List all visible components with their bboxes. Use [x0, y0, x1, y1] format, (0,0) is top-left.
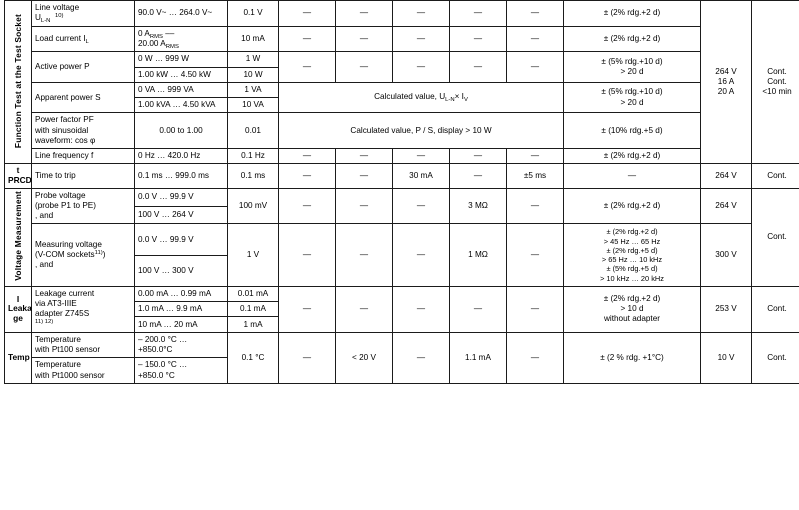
function-line-2: via AT3-IIIE	[35, 298, 77, 308]
function-line-2: with Pt100 sensor	[35, 345, 101, 355]
cell-dash: —	[393, 332, 450, 383]
cell-dash: —	[450, 26, 507, 52]
accuracy-probe-voltage: ± (2% rdg.+2 d)	[564, 188, 701, 224]
function-line-1: Power factor PF	[35, 115, 94, 125]
cell-dash: —	[507, 26, 564, 52]
resolution-leakage-1: 0.01 mA	[228, 286, 279, 301]
range-leakage-3: 10 mA … 20 mA	[135, 317, 228, 332]
cell-dash: —	[279, 188, 336, 224]
cell-dash: —	[507, 224, 564, 286]
function-line-3: , and	[35, 260, 54, 270]
accuracy-line-3: without adapter	[604, 314, 660, 324]
table-row	[5, 113, 799, 149]
range-load-current: 0 $A_{RMS}$ –– 20.00 $A_{RMS}$	[135, 26, 228, 52]
range-line-voltage: 90.0 V~ … 264.0 V~	[135, 1, 228, 27]
range-apparent-power-2: 1.00 kVA … 4.50 kVA	[135, 98, 228, 113]
cell-dash: —	[336, 286, 393, 332]
range-leakage-2: 1.0 mA … 9.9 mA	[135, 302, 228, 317]
cell-dash: —	[393, 1, 450, 27]
accuracy-line-1: ± (5% rdg.+10 d)	[601, 56, 663, 66]
resolution-apparent-power-1: 1 VA	[228, 82, 279, 97]
duration-function-test	[752, 1, 799, 164]
function-line-2: with Pt1000 sensor	[35, 370, 105, 380]
accuracy-line-3: ± (2% rdg.+5 d)	[606, 245, 658, 255]
duration-line-3: <10 min	[762, 87, 792, 97]
cell-dash: —	[336, 164, 393, 188]
range-temp-pt100	[135, 332, 228, 358]
accuracy-line-voltage: ± (2% rdg.+2 d)	[564, 1, 701, 27]
range-line-frequency: 0 Hz … 420.0 Hz	[135, 149, 228, 164]
voltage-line-2: 16 A	[717, 77, 735, 87]
cell-temp-current: 1.1 mA	[450, 332, 507, 383]
voltage-line-3: 20 A	[717, 87, 735, 97]
accuracy-line-2: > 20 d	[620, 67, 644, 77]
cell-dash: —	[393, 149, 450, 164]
function-time-to-trip: Time to trip	[32, 164, 135, 188]
cell-dash: —	[450, 164, 507, 188]
range-active-power-2: 1.00 kW … 4.50 kW	[135, 67, 228, 82]
range-temp-pt1000	[135, 358, 228, 384]
cell-dash: —	[507, 149, 564, 164]
function-temp-pt100	[32, 332, 135, 358]
cell-dash: —	[279, 26, 336, 52]
cell-dash: —	[336, 1, 393, 27]
resolution-active-power-2: 10 W	[228, 67, 279, 82]
duration-leakage: Cont.	[752, 286, 799, 332]
group-label-line-2: PRCD	[8, 175, 32, 186]
cell-temp-voltage: < 20 V	[336, 332, 393, 383]
table-row	[5, 164, 799, 188]
group-label-line-1: I	[16, 293, 20, 304]
accuracy-line-4: > 65 Hz … 10 kHz	[601, 255, 663, 265]
cell-dash: —	[393, 224, 450, 286]
range-line-2: 20.00 A	[138, 39, 166, 48]
range-probe-voltage-2: 100 V … 264 V	[135, 206, 228, 224]
function-load-current: Load current $I_L$	[32, 26, 135, 52]
group-label-text: Function Test at the Test Socket	[12, 13, 23, 148]
cell-measuring-impedance: 1 MΩ	[450, 224, 507, 286]
range-line-2: +850.0 °C	[138, 370, 175, 380]
cell-dash: —	[507, 286, 564, 332]
cell-dash: —	[279, 164, 336, 188]
function-line-1: Measuring voltage	[35, 239, 102, 249]
cell-dash: —	[507, 332, 564, 383]
table-row	[5, 1, 799, 27]
function-leakage-current	[32, 286, 135, 332]
voltage-function-test	[701, 1, 752, 164]
cell-dash: —	[450, 149, 507, 164]
function-temp-pt1000	[32, 358, 135, 384]
voltage-temp: 10 V	[701, 332, 752, 383]
duration-temp: Cont.	[752, 332, 799, 383]
resolution-line-voltage: 0.1 V	[228, 1, 279, 27]
resolution-apparent-power-2: 10 VA	[228, 98, 279, 113]
group-label-leakage	[5, 286, 32, 332]
accuracy-temp: ± (2 % rdg. +1°C)	[564, 332, 701, 383]
calculated-text-post: × I	[454, 92, 464, 102]
cell-dash: —	[507, 1, 564, 27]
cell-dash: —	[279, 52, 336, 83]
table-row	[5, 188, 799, 206]
cell-dash: —	[393, 188, 450, 224]
footnote-ref: 11)	[94, 249, 103, 256]
function-line-3: adapter Z745S	[35, 309, 90, 319]
resolution-temp: 0.1 °C	[228, 332, 279, 383]
range-time-to-trip: 0.1 ms … 999.0 ms	[135, 164, 228, 188]
cell-dash: —	[279, 286, 336, 332]
calculated-text-pre: Calculated value, U	[374, 92, 446, 102]
function-line-voltage: Line voltage $U_{L-N}$ $^{10)}$	[32, 1, 135, 27]
group-label-t-prcd	[5, 164, 32, 188]
cell-dash: —	[450, 1, 507, 27]
group-label-line-2: Leaka	[8, 303, 32, 314]
range-power-factor: 0.00 to 1.00	[135, 113, 228, 149]
function-line-1: Temperature	[35, 360, 81, 370]
accuracy-apparent-power	[564, 82, 701, 113]
table-row	[5, 224, 799, 256]
calculated-value-power-factor: Calculated value, P / S, display > 10 W	[279, 113, 564, 149]
calculated-value-apparent: Calculated value, $U_{L-N}\times I_V$	[279, 82, 564, 113]
accuracy-line-6: > 10 kHz … 20 kHz	[600, 273, 664, 283]
resolution-time-to-trip: 0.1 ms	[228, 164, 279, 188]
resolution-line-frequency: 0.1 Hz	[228, 149, 279, 164]
accuracy-line-frequency: ± (2% rdg.+2 d)	[564, 149, 701, 164]
cell-probe-impedance: 3 MΩ	[450, 188, 507, 224]
resolution-probe-voltage: 100 mV	[228, 188, 279, 224]
resolution-measuring-voltage: 1 V	[228, 224, 279, 286]
cell-dash: —	[450, 52, 507, 83]
range-measuring-voltage-2: 100 V … 300 V	[135, 256, 228, 286]
cell-dash: —	[336, 52, 393, 83]
duration-voltage-measurement: Cont.	[752, 188, 799, 286]
accuracy-line-2: > 45 Hz … 65 Hz	[603, 236, 661, 246]
resolution-leakage-3: 1 mA	[228, 317, 279, 332]
table-row	[5, 286, 799, 301]
group-label-text: Voltage Measurement	[12, 190, 23, 281]
function-active-power: Active power P	[32, 52, 135, 83]
function-line-3: , and	[35, 211, 54, 221]
cell-dash: —	[279, 224, 336, 286]
function-line-1: Temperature	[35, 334, 81, 344]
accuracy-load-current: ± (2% rdg.+2 d)	[564, 26, 701, 52]
accuracy-line-1: ± (2% rdg.+2 d)	[606, 227, 658, 237]
cell-dash: —	[279, 1, 336, 27]
function-label: Line voltage	[35, 3, 80, 12]
specifications-table	[4, 0, 799, 384]
range-apparent-power-1: 0 VA … 999 VA	[135, 82, 228, 97]
cell-dash: —	[279, 149, 336, 164]
cell-trip-tolerance: ±5 ms	[507, 164, 564, 188]
function-power-factor	[32, 113, 135, 149]
voltage-time-to-trip: 264 V	[701, 164, 752, 188]
voltage-line-1: 264 V	[715, 66, 737, 76]
function-line-3: waveform: cos φ	[35, 135, 96, 145]
range-line-1b: ––	[162, 28, 175, 38]
resolution-active-power-1: 1 W	[228, 52, 279, 67]
range-probe-voltage-1: 0.0 V … 99.9 V	[135, 188, 228, 206]
range-line-1: – 200.0 °C …	[138, 334, 188, 344]
footnote-ref: 11) 12)	[35, 319, 54, 326]
range-line-1: – 150.0 °C …	[138, 360, 188, 370]
function-probe-voltage	[32, 188, 135, 224]
table-row	[5, 149, 799, 164]
accuracy-line-2: > 20 d	[620, 97, 644, 107]
function-apparent-power: Apparent power S	[32, 82, 135, 113]
range-line-2: +850.0°C	[138, 345, 173, 355]
cell-dash: —	[336, 26, 393, 52]
range-leakage-1: 0.00 mA … 0.99 mA	[135, 286, 228, 301]
duration-time-to-trip: Cont.	[752, 164, 799, 188]
table-row	[5, 52, 799, 67]
accuracy-line-2: > 10 d	[620, 304, 644, 314]
voltage-leakage: 253 V	[701, 286, 752, 332]
group-label-line-1: t	[16, 165, 20, 176]
cell-dash: —	[279, 332, 336, 383]
group-label-temp: Temp	[5, 332, 32, 383]
accuracy-line-1: ± (2% rdg.+2 d)	[603, 293, 661, 303]
accuracy-line-5: ± (5% rdg.+5 d)	[606, 264, 658, 274]
cell-dash: —	[507, 52, 564, 83]
cell-dash: —	[507, 188, 564, 224]
cell-dash: —	[336, 224, 393, 286]
resolution-leakage-2: 0.1 mA	[228, 302, 279, 317]
table-row	[5, 82, 799, 97]
cell-dash: —	[393, 52, 450, 83]
accuracy-time-to-trip: —	[564, 164, 701, 188]
function-line-2: (probe P1 to PE)	[35, 200, 96, 210]
function-line-frequency: Line frequency f	[32, 149, 135, 164]
table-row	[5, 26, 799, 52]
function-line-2: (V-COM sockets	[35, 249, 95, 259]
cell-dash: —	[336, 149, 393, 164]
cell-trip-current: 30 mA	[393, 164, 450, 188]
accuracy-line-1: ± (5% rdg.+10 d)	[601, 87, 663, 97]
range-measuring-voltage-1: 0.0 V … 99.9 V	[135, 224, 228, 256]
duration-line-2: Cont.	[767, 77, 787, 87]
function-line-1: Probe voltage	[35, 190, 86, 200]
accuracy-power-factor: ± (10% rdg.+5 d)	[564, 113, 701, 149]
accuracy-measuring-voltage	[564, 224, 701, 286]
accuracy-active-power	[564, 52, 701, 83]
function-symbol: U	[35, 13, 41, 23]
footnote-ref: 10)	[54, 13, 64, 20]
voltage-probe: 264 V	[701, 188, 752, 224]
range-line-1: 0 A	[138, 28, 150, 38]
duration-line-1: Cont.	[767, 66, 787, 76]
function-line-1: Leakage current	[35, 288, 95, 298]
function-measuring-voltage: Measuring voltage (V-COM sockets$^{11)}$) , and	[32, 224, 135, 286]
cell-dash: —	[336, 188, 393, 224]
accuracy-leakage	[564, 286, 701, 332]
table-row	[5, 332, 799, 358]
cell-dash: —	[393, 26, 450, 52]
function-label: Load current I	[35, 33, 86, 43]
range-active-power-1: 0 W … 999 W	[135, 52, 228, 67]
group-label-line-3: ge	[13, 313, 23, 324]
group-label-function-test	[5, 1, 32, 164]
function-line-2: with sinusoidal	[35, 125, 89, 135]
voltage-measuring: 300 V	[701, 224, 752, 286]
cell-dash: —	[393, 286, 450, 332]
resolution-power-factor: 0.01	[228, 113, 279, 149]
group-label-voltage-measurement	[5, 188, 32, 286]
resolution-load-current: 10 mA	[228, 26, 279, 52]
cell-dash: —	[450, 286, 507, 332]
